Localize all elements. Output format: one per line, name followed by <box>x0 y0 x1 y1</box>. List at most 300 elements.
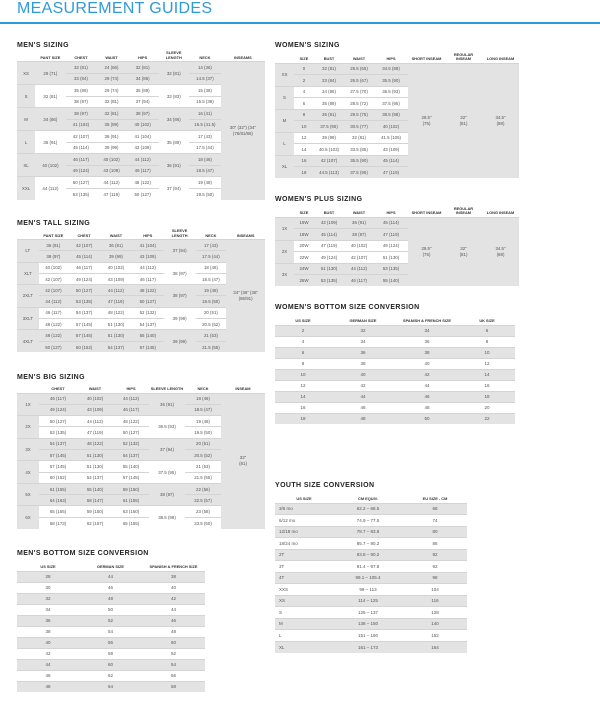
table-cell: 25.5 (65) <box>344 63 374 75</box>
table-cell: 138 – 150 <box>333 618 403 630</box>
table-cell: 47 (119) <box>314 240 344 252</box>
table-cell: 47 (119) <box>374 229 408 241</box>
table-cell: 50 (127) <box>113 427 149 438</box>
table-cell: 32 (81) <box>314 63 344 75</box>
sleeve-length: 38 (97) <box>164 262 196 285</box>
table-row <box>275 63 519 75</box>
table-cell: 24 (66) <box>96 62 127 74</box>
column-header: GERMAN SIZE <box>349 318 377 323</box>
table-cell: 65 (165) <box>39 506 77 517</box>
table-cell: 32 <box>17 593 79 604</box>
table-cell: 38 (97) <box>66 96 97 108</box>
table-cell: 34 <box>331 336 395 347</box>
table-row <box>275 595 467 607</box>
table-cell: 85.7 – 90.2 <box>333 538 403 550</box>
table-cell: 33 (84) <box>314 75 344 87</box>
table-cell: 42 (107) <box>344 252 374 264</box>
table-cell: 53 (135) <box>68 296 100 307</box>
table-cell: 20W <box>294 240 314 252</box>
size-label: 3X <box>17 438 39 461</box>
column-header: SIZE <box>299 56 309 61</box>
table-cell: 14 <box>459 369 515 380</box>
table-cell: 16 <box>294 155 314 167</box>
table-cell: 40 (102) <box>77 393 113 404</box>
section-title: MEN'S SIZING <box>17 42 69 49</box>
table-cell: 45 (114) <box>374 155 408 167</box>
table-cell: 36 <box>17 615 79 626</box>
table-cell: S <box>275 607 333 619</box>
table-cell: 12 <box>459 358 515 369</box>
pant-size: 34 (86) <box>35 108 66 131</box>
table-cell: 61 (155) <box>113 495 149 506</box>
table-cell: 10 <box>459 347 515 358</box>
column-header: NECK <box>199 54 211 60</box>
table-cell: 38 (97) <box>344 229 374 241</box>
column-header: BUST <box>323 210 335 215</box>
table-cell: 40 <box>142 582 205 593</box>
mens-big-section <box>17 372 265 529</box>
inseam-value: (86/91) <box>238 296 253 302</box>
table-cell: 55 (140) <box>77 483 113 494</box>
column-header: HIPS <box>126 386 136 391</box>
inseam-value: 32" <box>460 114 467 120</box>
section-title: MEN'S TALL SIZING <box>17 220 91 227</box>
table-cell: L <box>275 630 333 642</box>
womens-bottom-section <box>275 302 515 424</box>
table-cell: 50 (127) <box>68 285 100 296</box>
table-cell: 58 <box>79 648 142 659</box>
table-cell: 16 <box>275 402 331 413</box>
table-cell: 8 <box>294 109 314 121</box>
table-cell: 55 (140) <box>113 461 149 472</box>
table-cell: 44 <box>331 391 395 402</box>
table-cell: 46 <box>395 391 459 402</box>
table-cell: 44.5 (113) <box>314 167 344 179</box>
table-cell: 27.5 (70) <box>344 86 374 98</box>
table-cell: 52 (132) <box>113 438 149 449</box>
column-header: WAIST <box>105 54 118 60</box>
table-cell: 42 (107) <box>68 240 100 251</box>
table-cell: 20.5 (52) <box>196 319 227 330</box>
table-cell: 37.5 (95) <box>344 167 374 179</box>
table-row <box>17 582 205 593</box>
table-cell: 6/12 mo <box>275 515 333 527</box>
table-cell: 44 (112) <box>127 154 159 166</box>
table-cell: 34 (86) <box>127 73 159 85</box>
column-header: BUST <box>323 56 335 61</box>
table-cell: 20 (51) <box>196 307 227 318</box>
table-cell: 46 <box>142 615 205 626</box>
womens-bottom-table <box>275 313 515 424</box>
table-row <box>17 681 205 692</box>
sleeve-length: 36 (91) <box>149 393 185 416</box>
inseam-value: (81) <box>459 251 468 257</box>
table-cell: 18.5 (47) <box>196 273 227 284</box>
table-cell: 98 <box>403 572 467 584</box>
table-row <box>275 503 467 515</box>
size-label: XL <box>275 155 294 178</box>
table-cell: 33 (84) <box>66 73 97 85</box>
sleeve-length: 37.5 (95) <box>149 461 185 484</box>
inseam-value: 32" <box>460 245 467 251</box>
column-header <box>17 51 35 62</box>
table-row <box>275 358 515 369</box>
table-cell: 49 (124) <box>68 273 100 284</box>
table-cell: 47 (119) <box>77 427 113 438</box>
size-label: 2X <box>17 416 39 439</box>
table-row <box>275 325 515 336</box>
table-cell: 18 <box>275 413 331 424</box>
table-cell: 34.5 (88) <box>374 63 408 75</box>
table-cell: 51 (130) <box>374 252 408 264</box>
table-cell: 45 (114) <box>66 142 97 154</box>
table-row <box>275 549 467 561</box>
table-cell: 41 (104) <box>127 131 159 143</box>
table-cell: 45 (114) <box>68 251 100 262</box>
column-header: SHORT INSEAM <box>411 56 442 61</box>
table-cell: 39 (99) <box>314 132 344 144</box>
table-cell: 4 <box>275 336 331 347</box>
table-row <box>17 648 205 659</box>
table-cell: 59 (150) <box>113 483 149 494</box>
table-cell: 39 (99) <box>100 251 132 262</box>
table-cell: 22.5 (57) <box>185 495 221 506</box>
inseam-cell <box>482 63 519 178</box>
table-cell: 57 (145) <box>113 472 149 483</box>
mens-tall-table <box>17 229 265 352</box>
inseam-cell <box>408 217 445 286</box>
column-header: CHEST <box>51 386 65 391</box>
size-label: XXL <box>17 177 35 200</box>
column-header: PANT SIZE <box>43 232 64 238</box>
pant-size: 29 (71) <box>35 62 66 85</box>
table-cell: 49 (124) <box>314 252 344 264</box>
sleeve-length: 39 (99) <box>164 330 196 353</box>
column-header: GERMAN SIZE <box>96 564 125 569</box>
table-row <box>275 641 467 653</box>
table-row <box>17 240 265 251</box>
table-cell: 68 <box>403 503 467 515</box>
table-cell: 43 (109) <box>132 251 164 262</box>
table-cell: 46 <box>17 670 79 681</box>
table-cell: 32 (81) <box>96 96 127 108</box>
table-cell: 15 (38) <box>189 85 221 97</box>
table-cell: 116 <box>403 595 467 607</box>
table-cell: 62.2 – 68.5 <box>333 503 403 515</box>
table-cell: 34 <box>17 604 79 615</box>
youth-table <box>275 491 467 653</box>
table-cell: 20 <box>459 402 515 413</box>
table-cell: 17.5 (44) <box>196 251 227 262</box>
table-cell: 42 (107) <box>66 131 97 143</box>
table-cell: 36 (91) <box>39 240 69 251</box>
inseam-value: 32" <box>239 455 247 461</box>
column-header: HIPS <box>386 210 396 215</box>
table-cell: 21 (53) <box>196 330 227 341</box>
sleeve-length: 38.5 (98) <box>149 506 185 529</box>
table-cell: 35 (89) <box>66 85 97 97</box>
column-header: US SIZE <box>296 496 312 501</box>
table-cell: 40 <box>17 637 79 648</box>
inseam-value: (81) <box>459 120 468 126</box>
table-cell: 51 (130) <box>77 461 113 472</box>
table-cell: 29.5 (75) <box>344 109 374 121</box>
table-row <box>275 413 515 424</box>
table-cell: 43 (109) <box>77 404 113 415</box>
column-header: US SIZE <box>40 564 56 569</box>
column-header: WAIST <box>88 386 102 391</box>
size-label: L <box>275 132 294 155</box>
header-row <box>275 313 515 325</box>
header-row <box>17 51 265 62</box>
table-cell: 61 (155) <box>39 483 77 494</box>
pant-size: 44 (112) <box>35 177 66 200</box>
table-cell: 92 <box>403 549 467 561</box>
table-cell: 18.5 (47) <box>189 165 221 177</box>
size-label: 2XLT <box>17 285 39 308</box>
inseam-value: 34.5" <box>495 114 506 120</box>
table-cell: 35 (89) <box>314 98 344 110</box>
table-cell: 53 (135) <box>314 275 344 287</box>
sleeve-length: 37 (94) <box>149 438 185 461</box>
table-cell: 16.5 (41.5) <box>189 119 221 131</box>
table-cell: 23 (58) <box>185 506 221 517</box>
column-header: REGULAR INSEAM <box>453 51 474 61</box>
table-cell: 44 (112) <box>96 177 127 189</box>
pant-size: 40 (102) <box>35 154 66 177</box>
inseam-value: (81) <box>239 461 247 467</box>
table-cell: 140 <box>403 618 467 630</box>
table-cell: 3T <box>275 561 333 573</box>
size-label: XS <box>17 62 35 85</box>
column-header <box>275 51 294 63</box>
table-cell: 18 <box>459 391 515 402</box>
table-cell: 41 (104) <box>66 119 97 131</box>
table-cell: 2 <box>275 325 331 336</box>
table-cell: 32 (81) <box>96 108 127 120</box>
table-row <box>17 604 205 615</box>
table-cell: 55 (140) <box>132 330 164 341</box>
column-header <box>17 383 39 393</box>
table-cell: 4 <box>294 86 314 98</box>
table-cell: 51 (130) <box>77 449 113 460</box>
table-cell: 32 <box>331 325 395 336</box>
womens-sizing-table <box>275 51 519 178</box>
table-cell: 37.5 (95) <box>374 98 408 110</box>
table-cell: 54 (137) <box>100 341 132 352</box>
table-cell: 22 <box>459 413 515 424</box>
table-cell: 40 <box>331 369 395 380</box>
table-cell: 16 (41) <box>189 108 221 120</box>
table-cell: 39 (99) <box>96 142 127 154</box>
column-header: HIPS <box>143 232 153 238</box>
header-row <box>275 491 467 503</box>
table-row <box>275 584 467 596</box>
table-cell: 40.5 (103) <box>314 144 344 156</box>
table-cell: 64 (163) <box>39 495 77 506</box>
inseam-cell <box>226 240 265 353</box>
table-cell: 45 (114) <box>314 229 344 241</box>
title-rule <box>0 22 600 24</box>
table-cell: 49 (124) <box>39 404 77 415</box>
table-cell: 58 <box>142 681 205 692</box>
table-cell: 28.5 (72) <box>344 98 374 110</box>
column-header <box>275 205 294 217</box>
size-label: 2X <box>275 240 294 263</box>
column-header: UK SIZE <box>479 318 495 323</box>
inseam-value: (76/81/86) <box>232 130 253 136</box>
inseam-value: (75) <box>422 251 431 257</box>
table-cell: 52 (132) <box>132 307 164 318</box>
header-row <box>17 383 265 393</box>
table-cell: 43 (109) <box>96 165 127 177</box>
table-cell: 57 (145) <box>39 461 77 472</box>
table-cell: 161 – 173 <box>333 641 403 653</box>
inseam-value: (75) <box>422 120 431 126</box>
table-cell: XL <box>275 641 333 653</box>
table-cell: 30 <box>17 582 79 593</box>
size-label: XS <box>275 63 294 86</box>
table-cell: 78.7 – 83.8 <box>333 526 403 538</box>
table-cell: 19 (48) <box>189 177 221 189</box>
table-cell: 38 <box>395 347 459 358</box>
table-cell: 53 (135) <box>374 263 408 275</box>
table-cell: 44 <box>17 659 79 670</box>
table-cell: 49 (124) <box>374 240 408 252</box>
column-header: CHEST <box>74 54 88 60</box>
inseam-value: 34.5" <box>495 245 506 251</box>
table-cell: 19 (48) <box>185 416 221 427</box>
table-cell: 6 <box>294 98 314 110</box>
table-cell: 60 <box>79 659 142 670</box>
table-cell: 128 <box>403 607 467 619</box>
column-header: LONG INSEAM <box>486 210 515 215</box>
size-label: L <box>17 131 35 154</box>
table-cell: 35.5 (90) <box>374 75 408 87</box>
table-cell: 35 (89) <box>127 85 159 97</box>
table-cell: 10 <box>275 369 331 380</box>
table-row <box>275 618 467 630</box>
table-cell: 53 (135) <box>66 188 97 200</box>
inseam-cell <box>221 393 265 529</box>
section-title: WOMEN'S BOTTOM SIZE CONVERSION <box>275 304 420 311</box>
table-cell: 59 (150) <box>77 506 113 517</box>
size-label: 4X <box>17 461 39 484</box>
table-cell: 14 (36) <box>189 62 221 74</box>
table-cell: 33.5 (85) <box>344 144 374 156</box>
table-cell: 36 (91) <box>100 240 132 251</box>
pant-size: 36 (91) <box>35 131 66 154</box>
table-cell: 18 (46) <box>189 154 221 166</box>
table-cell: 19.5 (50) <box>196 296 227 307</box>
column-header: EU SIZE - CM <box>422 496 448 501</box>
table-cell: 37.5 (95) <box>314 121 344 133</box>
size-label: S <box>17 85 35 108</box>
table-cell: 99 – 113 <box>333 584 403 596</box>
column-header: NECK <box>205 232 217 238</box>
table-cell: 29 (74) <box>96 73 127 85</box>
table-cell: 45 (114) <box>374 217 408 229</box>
table-cell: 52 <box>142 648 205 659</box>
column-header: HIPS <box>138 54 148 60</box>
table-cell: 54 <box>79 626 142 637</box>
section-title: WOMEN'S SIZING <box>275 42 340 49</box>
header-row <box>275 205 519 217</box>
table-cell: 40 <box>395 358 459 369</box>
table-cell: 50 (127) <box>132 296 164 307</box>
table-cell: 86 <box>403 538 467 550</box>
table-row <box>17 393 265 404</box>
pant-size: 32 (81) <box>35 85 66 108</box>
page-header <box>0 0 600 24</box>
table-cell: 83.8 – 90.2 <box>333 549 403 561</box>
table-cell: 164 <box>403 641 467 653</box>
table-cell: 19.5 (50) <box>189 188 221 200</box>
table-cell: 48 (122) <box>132 285 164 296</box>
table-cell: 62 <box>79 670 142 681</box>
table-cell: 62 (157) <box>77 517 113 528</box>
column-header: CHEST <box>77 232 91 238</box>
table-cell: 18W <box>294 229 314 241</box>
column-header: INSEAMS <box>236 232 255 238</box>
table-cell: 54 <box>142 659 205 670</box>
table-cell: 42 (107) <box>39 285 69 296</box>
size-label: 4XLT <box>17 330 39 353</box>
table-cell: 8 <box>459 336 515 347</box>
table-row <box>17 626 205 637</box>
table-cell: 42 <box>142 593 205 604</box>
table-cell: 32 (81) <box>127 62 159 74</box>
table-row <box>275 607 467 619</box>
sleeve-length: 38 (97) <box>149 483 185 506</box>
column-header: PANT SIZE <box>40 54 61 60</box>
table-cell: 24W <box>294 263 314 275</box>
size-label: 3X <box>275 263 294 286</box>
column-header: INSEAMS <box>234 54 252 60</box>
section-title: WOMEN'S PLUS SIZING <box>275 196 363 203</box>
sleeve-length: 35 (89) <box>159 131 190 154</box>
table-cell: 23.5 (60) <box>185 517 221 528</box>
table-row <box>275 217 519 229</box>
table-cell: XS <box>275 595 333 607</box>
table-cell: 57 (145) <box>132 341 164 352</box>
table-cell: 44 <box>79 571 142 582</box>
column-header: US SIZE <box>295 318 311 323</box>
size-label: M <box>275 109 294 132</box>
table-cell: 46 (117) <box>127 165 159 177</box>
page-title: MEASUREMENT GUIDES <box>17 0 213 17</box>
table-cell: 50 <box>395 413 459 424</box>
table-cell: 60 (152) <box>39 472 77 483</box>
table-cell: 91.4 – 97.8 <box>333 561 403 573</box>
section-title: MEN'S BIG SIZING <box>17 374 85 381</box>
column-header: REGULAR INSEAM <box>453 205 474 215</box>
inseam-value: 29.5" <box>421 114 432 120</box>
table-cell: 18/24 mo <box>275 538 333 550</box>
table-cell: 3/6 mo <box>275 503 333 515</box>
table-cell: 38 (97) <box>127 108 159 120</box>
table-cell: 41 (104) <box>132 240 164 251</box>
table-row <box>275 347 515 358</box>
table-cell: 74 <box>403 515 467 527</box>
table-cell: 6 <box>275 347 331 358</box>
table-cell: 48 <box>142 626 205 637</box>
table-cell: 42 <box>331 380 395 391</box>
size-label: 3XLT <box>17 307 39 330</box>
table-cell: 44 (112) <box>113 393 149 404</box>
mens-sizing-table <box>17 51 265 200</box>
inseam-value: (88) <box>496 120 505 126</box>
